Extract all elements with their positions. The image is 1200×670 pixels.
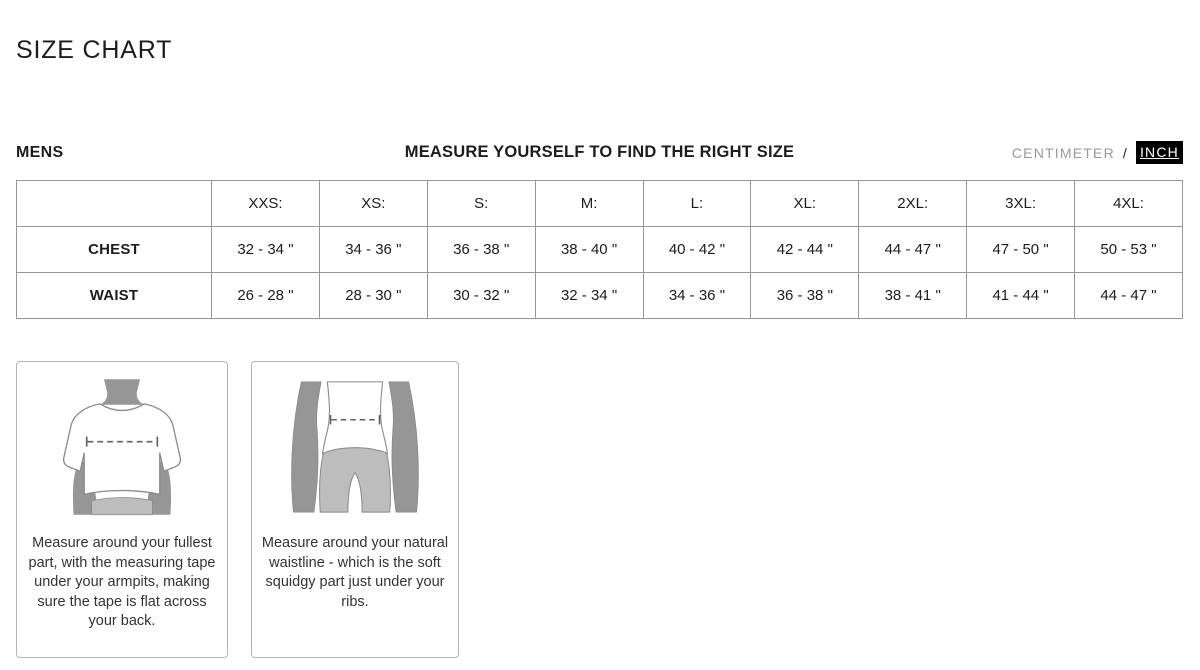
category-label: MENS (16, 143, 64, 161)
waist-value-cell: 34 - 36 " (643, 273, 751, 319)
chest-value-cell: 34 - 36 " (319, 227, 427, 273)
size-column-header: XS: (319, 181, 427, 227)
chest-value-cell: 44 - 47 " (859, 227, 967, 273)
chest-value-cell: 36 - 38 " (427, 227, 535, 273)
waist-guide-card (251, 361, 459, 658)
chest-value-cell: 50 - 53 " (1075, 227, 1183, 273)
table-header-bar (16, 141, 1183, 164)
waist-value-cell: 44 - 47 " (1075, 273, 1183, 319)
size-column-header: 3XL: (967, 181, 1075, 227)
size-table-header-row (17, 181, 1183, 227)
chest-value-cell: 47 - 50 " (967, 227, 1075, 273)
size-column-header: M: (535, 181, 643, 227)
row-label-chest: CHEST (17, 227, 212, 273)
section-heading: MEASURE YOURSELF TO FIND THE RIGHT SIZE (404, 143, 795, 161)
unit-toggle (1012, 141, 1183, 164)
waist-measure-illustration-icon (280, 372, 430, 522)
chest-value-cell: 38 - 40 " (535, 227, 643, 273)
unit-centimeter-button[interactable]: CENTIMETER (1011, 144, 1115, 161)
page-title: SIZE CHART (16, 36, 173, 64)
waist-value-cell: 38 - 41 " (859, 273, 967, 319)
waist-value-cell: 41 - 44 " (967, 273, 1075, 319)
chest-measure-illustration-icon (44, 372, 200, 522)
chest-guide-card (16, 361, 228, 658)
waist-value-cell: 36 - 38 " (751, 273, 859, 319)
waist-value-cell: 30 - 32 " (427, 273, 535, 319)
table-row-chest (17, 227, 1183, 273)
chest-value-cell: 42 - 44 " (751, 227, 859, 273)
chest-value-cell: 40 - 42 " (643, 227, 751, 273)
size-column-header: XL: (751, 181, 859, 227)
chest-guide-text: Measure around your fullest part, with the measuring tape under your armpits, making sure the tape is flat across your back. (28, 535, 216, 629)
waist-value-cell: 28 - 30 " (319, 273, 427, 319)
waist-value-cell: 26 - 28 " (212, 273, 320, 319)
size-column-header: 4XL: (1075, 181, 1183, 227)
unit-separator: / (1122, 144, 1128, 161)
size-column-header: S: (427, 181, 535, 227)
size-table-corner-cell (17, 181, 212, 227)
chest-value-cell: 32 - 34 " (212, 227, 320, 273)
measurement-guides (16, 361, 1183, 658)
size-column-header: L: (643, 181, 751, 227)
waist-value-cell: 32 - 34 " (535, 273, 643, 319)
size-column-header: XXS: (212, 181, 320, 227)
waist-guide-text: Measure around your natural waistline - which is the soft squidgy part just under your ribs. (261, 535, 449, 610)
size-table (16, 180, 1183, 319)
size-column-header: 2XL: (859, 181, 967, 227)
table-row-waist (17, 273, 1183, 319)
unit-inch-button[interactable]: INCH (1136, 141, 1183, 164)
row-label-waist: WAIST (17, 273, 212, 319)
